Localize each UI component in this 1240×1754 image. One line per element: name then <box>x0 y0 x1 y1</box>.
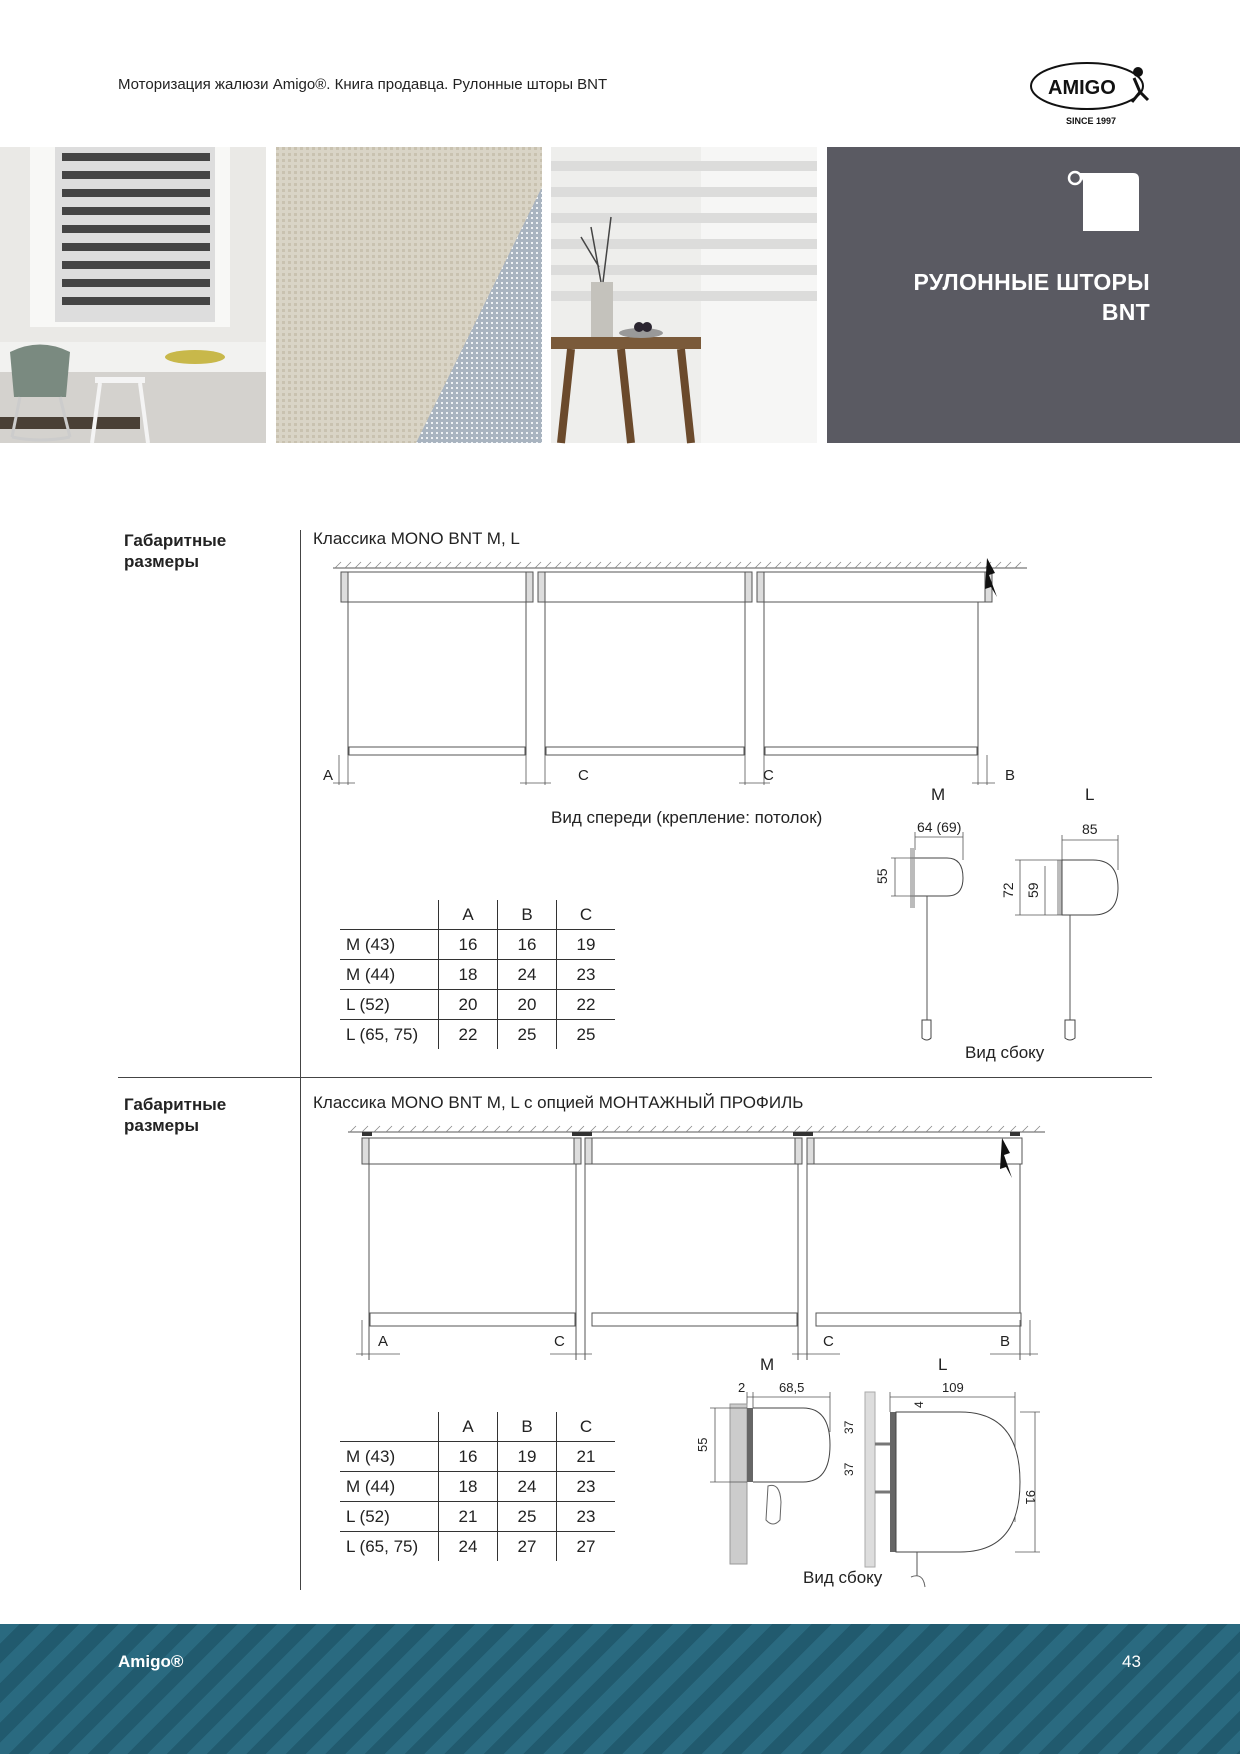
banner-title-line1: РУЛОННЫЕ ШТОРЫ <box>913 269 1150 295</box>
table-cell: 25 <box>498 1502 557 1532</box>
table-cell: 19 <box>498 1442 557 1472</box>
section2-side-view-drawing <box>685 1352 1065 1592</box>
section-divider-horizontal <box>118 1077 1152 1078</box>
section-divider-vertical <box>300 1078 301 1590</box>
side-l-width: 109 <box>942 1380 964 1395</box>
logo-text: AMIGO <box>1048 77 1116 99</box>
table-cell: M (44) <box>340 1472 439 1502</box>
table-row <box>340 1472 615 1502</box>
side-view-caption: Вид сбоку <box>803 1568 883 1587</box>
section1-title: Классика MONO BNT M, L <box>313 529 520 548</box>
table-row <box>340 1020 615 1050</box>
table-header-a: A <box>439 900 498 930</box>
dim-b-label: B <box>1000 1333 1011 1350</box>
banner-title-line2: BNT <box>1101 299 1150 325</box>
table-cell: 24 <box>498 960 557 990</box>
dim-a-label: A <box>378 1333 389 1350</box>
table-cell: 19 <box>557 930 616 960</box>
side-l-gap: 4 <box>912 1401 926 1408</box>
table-cell: 23 <box>557 1472 616 1502</box>
table-cell: 27 <box>498 1532 557 1562</box>
footer-brand: Amigo® <box>118 1652 184 1671</box>
table-header-c: C <box>557 900 616 930</box>
amigo-logo <box>1030 58 1154 128</box>
table-cell: 24 <box>439 1532 498 1562</box>
table-cell: 25 <box>557 1020 616 1050</box>
logo-since: SINCE 1997 <box>1066 116 1117 126</box>
section2-label-line2: размеры <box>124 1116 200 1135</box>
front-view-caption: Вид спереди (крепление: потолок) <box>551 808 823 827</box>
side-m-label: M <box>931 785 946 804</box>
table-cell: 27 <box>557 1532 616 1562</box>
side-l-height-outer: 72 <box>1000 882 1016 898</box>
side-view-caption: Вид сбоку <box>965 1043 1045 1062</box>
section2-label-line1: Габаритные <box>124 1095 227 1114</box>
table-cell: M (43) <box>340 930 439 960</box>
table-cell: L (52) <box>340 990 439 1020</box>
table-cell: 21 <box>439 1502 498 1532</box>
table-cell: 18 <box>439 1472 498 1502</box>
page-footer <box>0 1624 1240 1754</box>
side-m-label: M <box>760 1355 775 1374</box>
table-cell: 22 <box>439 1020 498 1050</box>
table-cell: 21 <box>557 1442 616 1472</box>
side-l-upper: 37 <box>842 1420 856 1434</box>
section2-title: Классика MONO BNT M, L с опцией МОНТАЖНЫЙ ПРОФИЛЬ <box>313 1093 804 1112</box>
table-header-a: A <box>439 1412 498 1442</box>
table-cell: L (52) <box>340 1502 439 1532</box>
table-corner <box>340 900 439 930</box>
table-cell: M (44) <box>340 960 439 990</box>
table-cell: 23 <box>557 1502 616 1532</box>
dim-b-label: B <box>1005 767 1016 784</box>
banner-title <box>913 267 1150 327</box>
dim-a-label: A <box>323 767 334 784</box>
table-cell: 23 <box>557 960 616 990</box>
section1-front-view-drawing <box>305 555 1055 755</box>
document-header-title: Моторизация жалюзи Amigo®. Книга продавца. Рулонные шторы BNT <box>118 76 608 93</box>
side-m-height: 55 <box>695 1437 710 1452</box>
table-header-b: B <box>498 900 557 930</box>
table-header-b: B <box>498 1412 557 1442</box>
table-cell: 24 <box>498 1472 557 1502</box>
photo-dining-blinds <box>551 147 817 443</box>
table-cell: 16 <box>439 1442 498 1472</box>
side-m-gap: 2 <box>738 1380 746 1395</box>
section1-label-line2: размеры <box>124 552 200 571</box>
section2-dimensions-table <box>340 1412 615 1561</box>
section1-dimensions-table <box>340 900 615 1049</box>
table-row <box>340 990 615 1020</box>
side-m-width: 68,5 <box>779 1380 805 1395</box>
table-cell: L (65, 75) <box>340 1020 439 1050</box>
side-l-lower: 37 <box>842 1462 856 1476</box>
table-row <box>340 1502 615 1532</box>
section1-label <box>124 530 226 572</box>
side-m-width: 64 (69) <box>917 819 962 835</box>
side-l-height: 91 <box>1023 1490 1038 1505</box>
dim-c-label: C <box>554 1333 565 1350</box>
photo-fabric-closeup <box>276 147 542 443</box>
section-divider-vertical <box>300 530 301 1077</box>
table-row <box>340 1532 615 1562</box>
table-row <box>340 960 615 990</box>
side-m-height: 55 <box>874 868 890 884</box>
table-corner <box>340 1412 439 1442</box>
photo-room-zebra-blinds <box>0 147 266 443</box>
table-cell: 20 <box>498 990 557 1020</box>
dim-c-label: C <box>578 767 589 784</box>
side-l-width: 85 <box>1082 821 1098 837</box>
hero-banner <box>0 147 1240 443</box>
table-row <box>340 930 615 960</box>
table-cell: 25 <box>498 1020 557 1050</box>
table-cell: 16 <box>439 930 498 960</box>
table-cell: 18 <box>439 960 498 990</box>
dim-c-label: C <box>763 767 774 784</box>
roller-blind-icon <box>1067 169 1147 244</box>
side-l-height-inner: 59 <box>1025 882 1041 898</box>
table-cell: 22 <box>557 990 616 1020</box>
section1-label-line1: Габаритные <box>124 531 227 550</box>
banner-title-panel <box>827 147 1240 443</box>
section1-side-view-drawing <box>874 780 1135 1062</box>
side-l-label: L <box>938 1355 948 1374</box>
table-cell: M (43) <box>340 1442 439 1472</box>
table-cell: 16 <box>498 930 557 960</box>
lightning-icon <box>1000 1138 1012 1178</box>
table-header-c: C <box>557 1412 616 1442</box>
table-cell: L (65, 75) <box>340 1532 439 1562</box>
page-number: 43 <box>1122 1652 1141 1671</box>
table-cell: 20 <box>439 990 498 1020</box>
side-l-label: L <box>1085 785 1095 804</box>
dim-c-label: C <box>823 1333 834 1350</box>
table-row <box>340 1442 615 1472</box>
section2-label <box>124 1094 226 1136</box>
